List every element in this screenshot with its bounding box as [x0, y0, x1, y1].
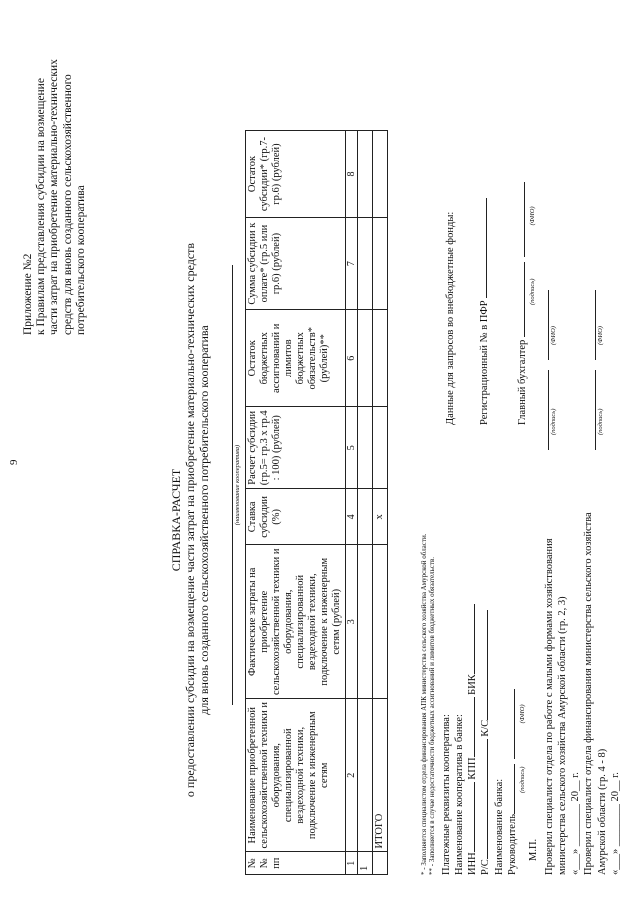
coop-name-line — [232, 265, 233, 705]
fio-caption: (ФИО) — [597, 326, 604, 345]
table-total-row — [373, 131, 388, 875]
table-cell — [358, 218, 373, 310]
pfr-row — [479, 5, 491, 425]
signature-caption: (подпись) — [597, 408, 604, 435]
table-cell — [358, 699, 373, 853]
payment-details-label: Платежные реквизиты кооператива: — [441, 714, 452, 875]
date-line-2: «___» ________ 20__ г. — [609, 772, 621, 875]
requisites-block — [440, 455, 622, 875]
chief-accountant-label: Главный бухгалтер — [517, 339, 529, 425]
number-cell: 2 — [345, 699, 358, 853]
bik-label: БИК — [467, 674, 479, 695]
table-cell — [358, 131, 373, 218]
number-cell: 8 — [345, 131, 358, 218]
rs-ks-row — [479, 455, 492, 875]
page-number: 9 — [8, 459, 20, 465]
number-cell: 1 — [345, 852, 358, 875]
checked-by-smallforms: Проверил специалист отдела по работе с малыми формами хозяйствования — [544, 538, 555, 875]
number-cell: 3 — [345, 545, 358, 699]
fio-line — [548, 290, 549, 360]
header-cell: Сумма субсидии к оплате* (гр.5 или гр.6) (рублей) — [246, 218, 346, 310]
fio-line — [595, 290, 596, 360]
inn-kpp-bik-row — [466, 455, 479, 875]
header-cell: Остаток бюджетных ассигнований и лимитов бюджетных обязательств* (рублей)** — [246, 310, 346, 407]
signature-caption: (подпись) — [529, 278, 537, 305]
footnote: * - Заполняется специалистом отдела финансирования АПК министерства сельского хозяйства Амурской области. — [420, 533, 428, 875]
appendix-line: части затрат на приобретение материально-технических — [48, 59, 61, 335]
rs-label: Р/С — [480, 859, 492, 875]
fio-caption: (ФИО) — [518, 704, 526, 724]
bank-name-label: Наименование банка: — [493, 778, 505, 875]
coop-name-caption: (наименование кооператива) — [234, 444, 241, 526]
document-heading — [170, 215, 211, 825]
chief-accountant-row — [517, 5, 529, 425]
date-line-1: «___» ________ 20__ г. — [570, 772, 582, 875]
table-cell — [373, 218, 388, 310]
document-subtitle: для вновь созданного сельскохозяйственного потребительского кооператива — [196, 325, 211, 715]
funds-label: Данные для запросов во внебюджетные фонды: — [445, 211, 456, 425]
table-cell — [373, 131, 388, 218]
footnote: ** - Заполняется в случае недостаточности бюджетных ассигнований и лимитов бюджетных обязательств. — [428, 556, 437, 875]
appendix-line: к Правилам представления субсидии на возмещение — [35, 78, 48, 335]
fio-caption: (ФИО) — [529, 206, 537, 226]
appendix-line: потребительского кооператива — [74, 185, 87, 335]
header-cell: № № пп — [246, 852, 346, 875]
bank-coop-name-label: Наименование кооператива в банке: — [454, 714, 466, 875]
signature-caption: (подпись) — [518, 766, 526, 793]
table-numbering-row — [345, 131, 358, 875]
document-title: СПРАВКА-РАСЧЕТ — [169, 468, 183, 572]
footnotes — [420, 135, 436, 875]
table-cell: 1 — [358, 852, 373, 875]
table-cell — [373, 407, 388, 489]
total-label: ИТОГО — [373, 699, 388, 853]
signature-caption: (подпись) — [550, 408, 557, 435]
header-cell: Фактические затраты на приобретение сельскохозяйственной техники и оборудования, специализированной вездеходной техники, подключение к инженерным сетям (рублей) — [246, 545, 346, 699]
checked-by-smallforms-line2: министерства сельского хозяйства Амурской области (гр. 2, 3) — [557, 596, 569, 875]
table-cell — [358, 310, 373, 407]
stamp-label: М.П. — [527, 838, 539, 861]
header-cell: Остаток субсидии* (гр.7-гр.6) (рублей) — [246, 131, 346, 218]
signature-line — [548, 370, 549, 450]
number-cell: 5 — [345, 407, 358, 489]
table-cell — [373, 852, 388, 875]
table-cell — [358, 545, 373, 699]
header-cell: Ставка субсидии (%) — [246, 489, 346, 545]
funds-block — [445, 5, 537, 425]
subsidy-table — [245, 130, 388, 875]
checked-by-finance: Проверил специалист отдела финансирования министерства сельского хозяйства — [583, 512, 595, 875]
header-cell: Расчет субсидии (гр.5= гр.3 х гр.4 : 100) (рублей) — [246, 407, 346, 489]
checked-by-finance-line2: Амурской области (гр. 4 - 8) — [596, 748, 608, 875]
fio-caption: (ФИО) — [550, 326, 557, 345]
table-cell — [373, 545, 388, 699]
table-header-row — [246, 131, 346, 875]
document-subtitle: о предоставлении субсидии на возмещение части затрат на приобретение материально-технических средств — [182, 242, 197, 798]
ks-label: К/С — [480, 719, 492, 737]
pfr-label: Регистрационный № в ПФР — [479, 300, 491, 425]
number-cell: 7 — [345, 218, 358, 310]
kpp-label: КПП — [467, 757, 479, 780]
number-cell: 4 — [345, 489, 358, 545]
chief-accountant-captions — [529, 5, 536, 425]
table-cell — [358, 489, 373, 545]
appendix-title: Приложение №2 — [22, 253, 34, 335]
head-row — [506, 455, 519, 875]
head-captions — [519, 455, 527, 875]
head-label: Руководитель — [506, 814, 518, 875]
appendix-line: средств для вновь созданного сельскохозяйственного — [61, 74, 74, 335]
table-row — [358, 131, 373, 875]
number-cell: 6 — [345, 310, 358, 407]
signature-line — [595, 370, 596, 450]
table-cell — [358, 407, 373, 489]
table-cell: x — [373, 489, 388, 545]
header-cell: Наименование приобретенной сельскохозяйственной техники и оборудования, специализированной вездеходной техники, подключение к инженерным сетям — [246, 699, 346, 853]
appendix-block — [22, 5, 88, 335]
table-cell — [373, 310, 388, 407]
inn-label: ИНН — [467, 852, 479, 875]
